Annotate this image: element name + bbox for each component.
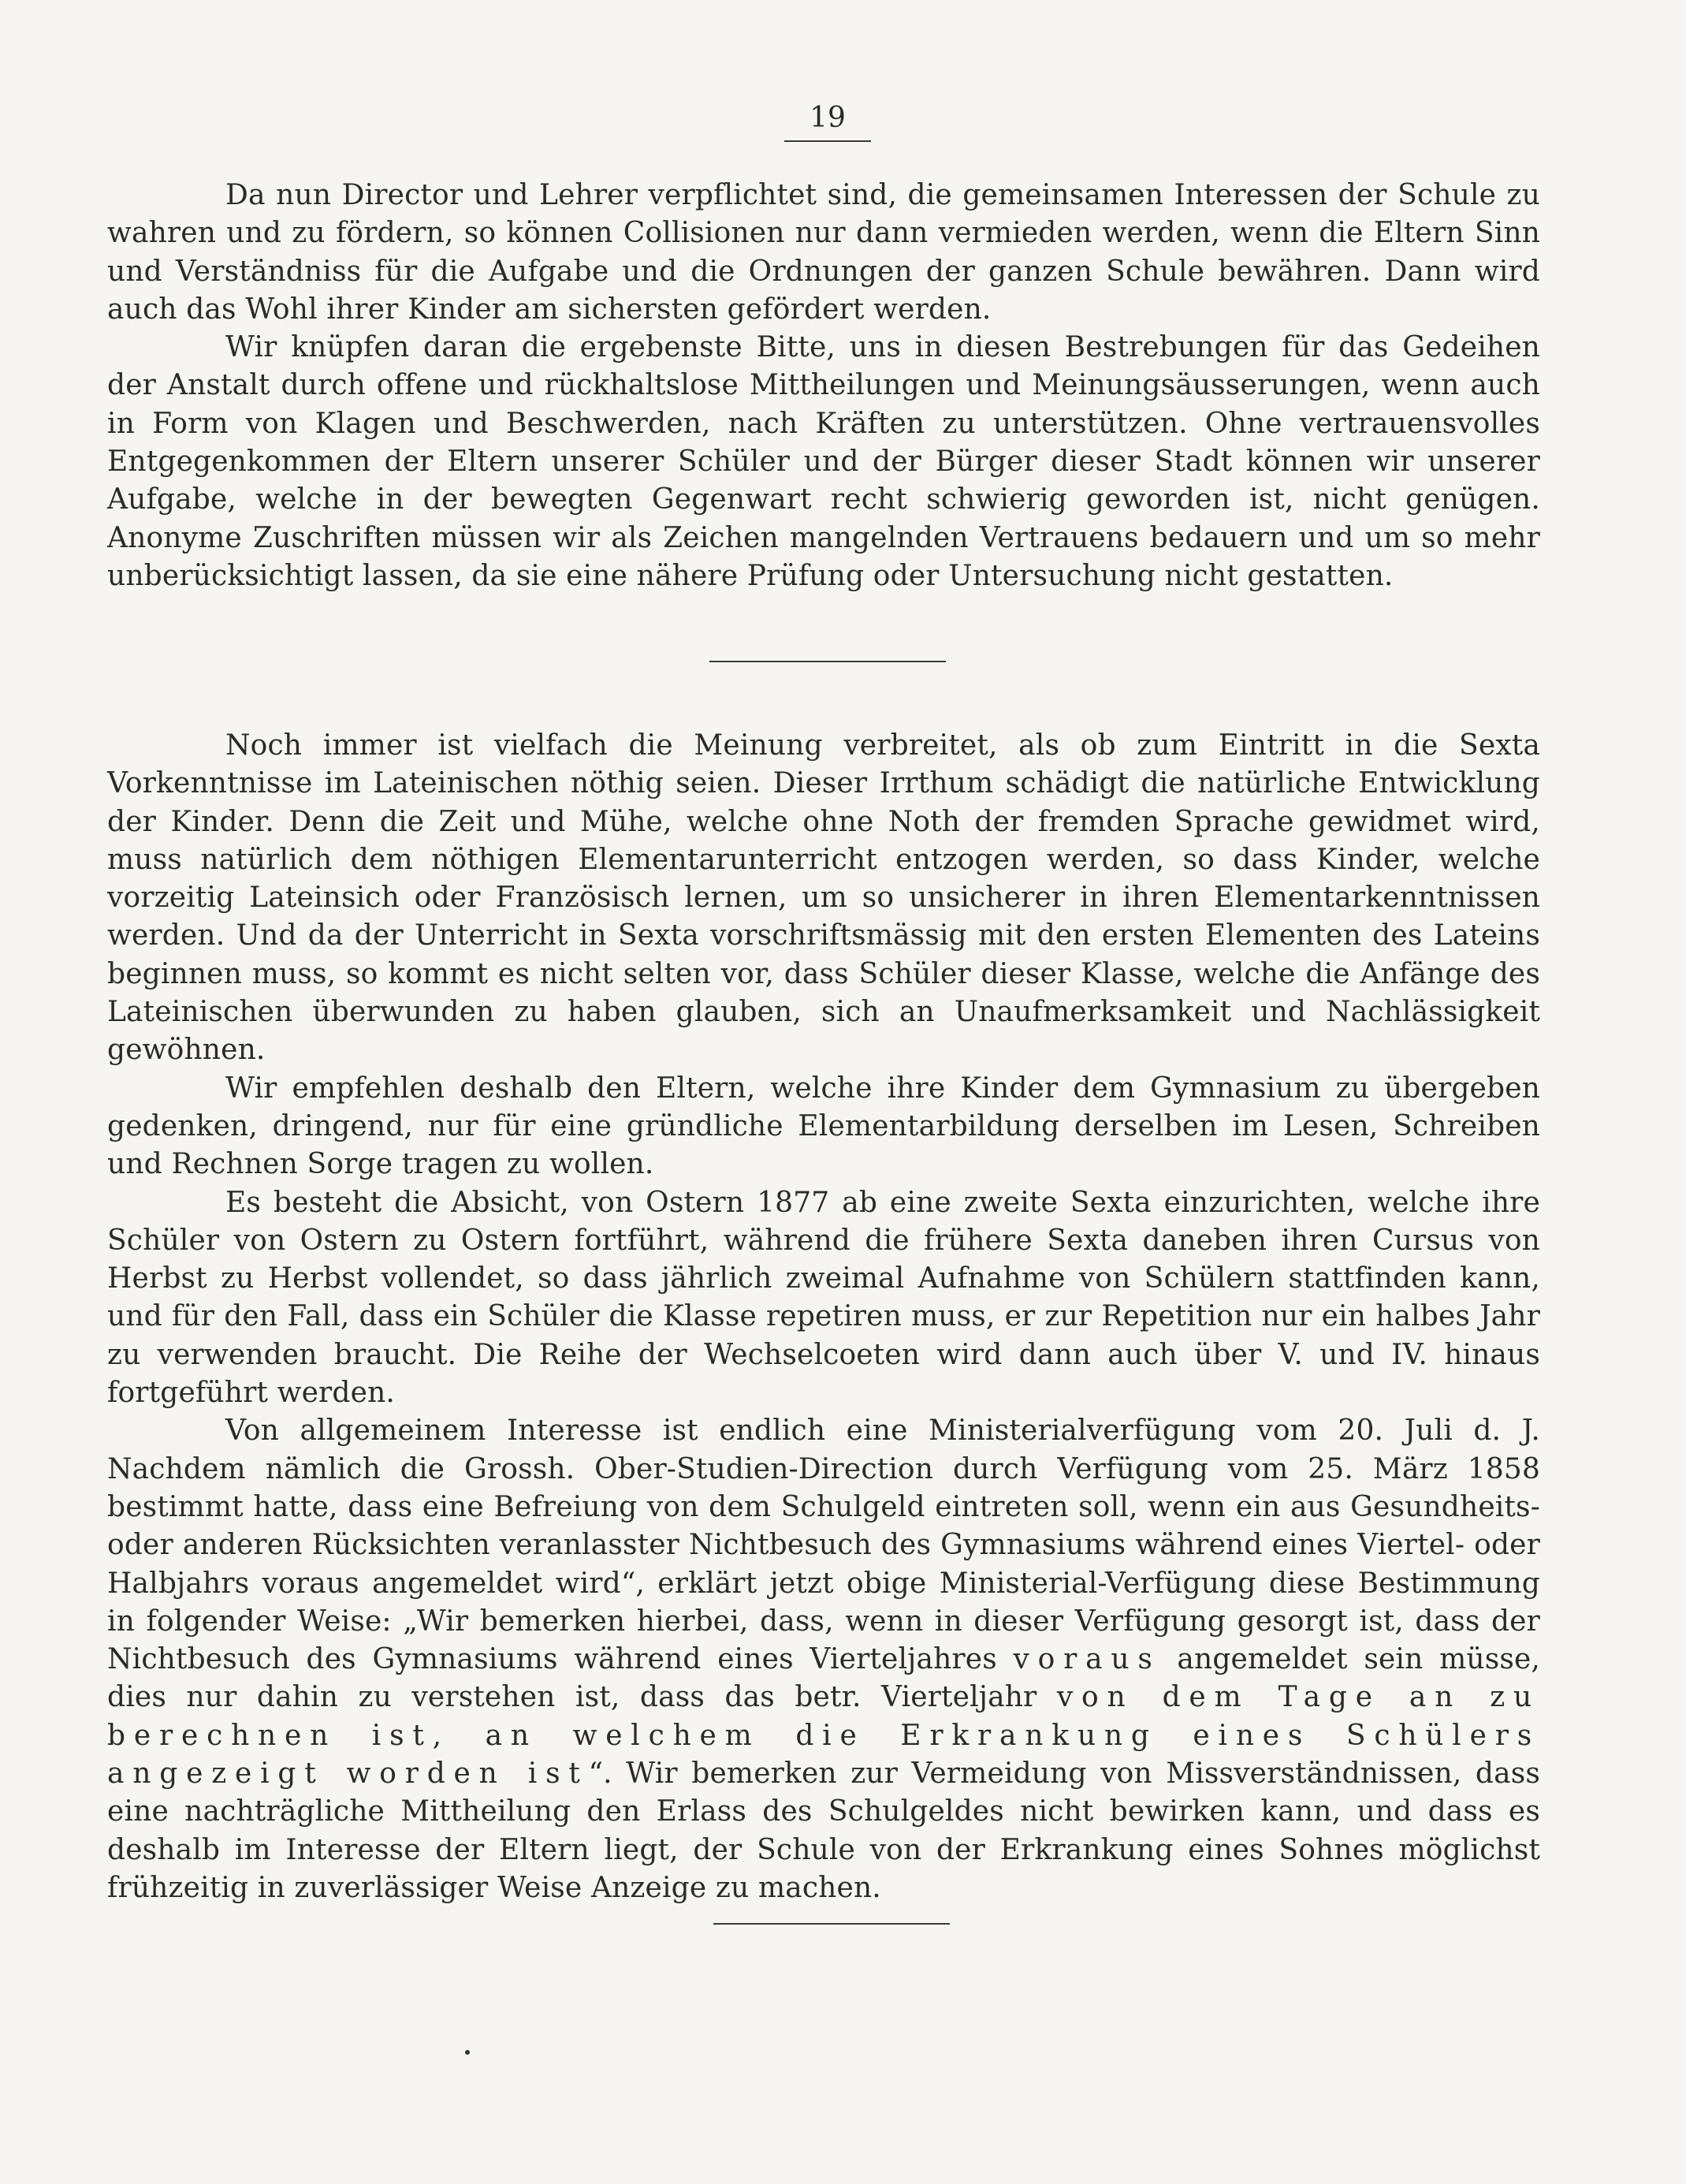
paragraph: Noch immer ist vielfach die Meinung verbreitet, als ob zum Eintritt in die Sexta Vorkenntnisse im Lateinischen nöthig seien. Dieser Irrthum schädigt die natürliche Entwicklung der Kinder. Denn die Zeit und Mühe, welche ohne Noth der fremden Sprache gewidmet wird, muss natürlich dem nöthigen Elementarunterricht entzogen werden, so dass Kinder, welche vorzeitig Lateinsich oder Französisch lernen, um so unsicherer in ihren Elementarkenntnissen werden. Und da der Unterricht in Sexta vorschriftsmässig mit den ersten Elementen des Lateins beginnen muss, so kommt es nicht selten vor, dass Schüler dieser Klasse, welche die Anfänge des Lateinischen überwunden zu haben glauben, sich an Unaufmerksamkeit und Nachlässigkeit gewöhnen. [107, 729, 1540, 1067]
decree-spaced-emphasis-1: voraus [1013, 1643, 1161, 1676]
section-parents-cooperation [107, 177, 1540, 595]
decree-spaced-emphasis-2: von dem Tage an zu berechnen ist, an welchem die Erkrankung eines Schülers angezeigt worden ist [107, 1681, 1541, 1791]
decree-text-part-c: “. Wir bemerken zur Vermeidung von Missverständnissen, dass eine nachträgliche Mittheilung den Erlass des Schulgeldes nicht bewirken kann, und dass es deshalb im Interesse der Eltern liegt, der Schule von der Erkrankung eines Sohnes möglichst frühzeitig in zuverlässiger Weise Anzeige zu machen. [107, 1757, 1540, 1904]
paragraph: Es besteht die Absicht, von Ostern 1877 ab eine zweite Sexta einzurichten, welche ihre Schüler von Ostern zu Ostern fortführt, während die frühere Sexta daneben ihren Cursus von Herbst zu Herbst vollendet, so dass jährlich zweimal Aufnahme von Schülern stattfinden kann, und für den Fall, dass ein Schüler die Klasse repetiren muss, er zur Repetition nur ein halbes Jahr zu verwenden braucht. Die Reihe der Wechselcoeten wird dann auch über V. und IV. hinaus fortgeführt werden. [107, 1186, 1540, 1410]
paragraph: Wir empfehlen deshalb den Eltern, welche ihre Kinder dem Gymnasium zu übergeben gedenken, dringend, nur für eine gründliche Elementarbildung derselben im Lesen, Schreiben und Rechnen Sorge tragen zu wollen. [107, 1072, 1540, 1181]
section-divider [709, 661, 946, 662]
decree-text-part-b: angemeldet sein müsse, dies nur dahin zu verstehen ist, dass das betr. Vierteljahr [107, 1643, 1541, 1714]
decree-text-part-a: Von allgemeinem Interesse ist endlich eine Ministerialverfügung vom 20. Juli d. J. Nachdem nämlich die Grossh. Ober-Studien-Direction durch Verfügung vom 25. März 1858 bestimmt hatte, dass eine Befreiung von dem Schulgeld eintreten soll, wenn ein aus Gesundheits- oder anderen Rücksichten veranlasster Nichtbesuch des Gymnasiums während eines Viertel- oder Halbjahrs voraus angemeldet wird“, erklärt jetzt obige Ministerial-Verfügung diese Bestimmung in folgender Weise: „Wir bemerken hierbei, dass, wenn in dieser Verfügung gesorgt ist, dass der Nichtbesuch des Gymnasiums während eines Vierteljahres [107, 1414, 1540, 1676]
section-sexta-admission [107, 727, 1540, 1907]
paragraph: Wir knüpfen daran die ergebenste Bitte, uns in diesen Bestrebungen für das Gedeihen der Anstalt durch offene und rückhaltslose Mittheilungen und Meinungsäusserungen, wenn auch in Form von Klagen und Beschwerden, nach Kräften zu unterstützen. Ohne vertrauensvolles Entgegenkommen der Eltern unserer Schüler und der Bürger dieser Stadt können wir unserer Aufgabe, welche in der bewegten Gegenwart recht schwierig geworden ist, nicht genügen. Anonyme Zuschriften müssen wir als Zeichen mangelnden Vertrauens bedauern und um so mehr unberücksichtigt lassen, da sie eine nähere Prüfung oder Untersuchung nicht gestatten. [107, 331, 1540, 592]
print-speck [465, 2050, 470, 2055]
paragraph: Da nun Director und Lehrer verpflichtet sind, die gemeinsamen Interessen der Schule zu wahren und zu fördern, so können Collisionen nur dann vermieden werden, wenn die Eltern Sinn und Verständniss für die Aufgabe und die Ordnungen der ganzen Schule bewähren. Dann wird auch das Wohl ihrer Kinder am sichersten gefördert werden. [107, 179, 1540, 326]
paragraph-ministerial-decree [107, 1412, 1540, 1907]
signature-rule [713, 1923, 950, 1925]
page-number: 19 [784, 101, 871, 142]
